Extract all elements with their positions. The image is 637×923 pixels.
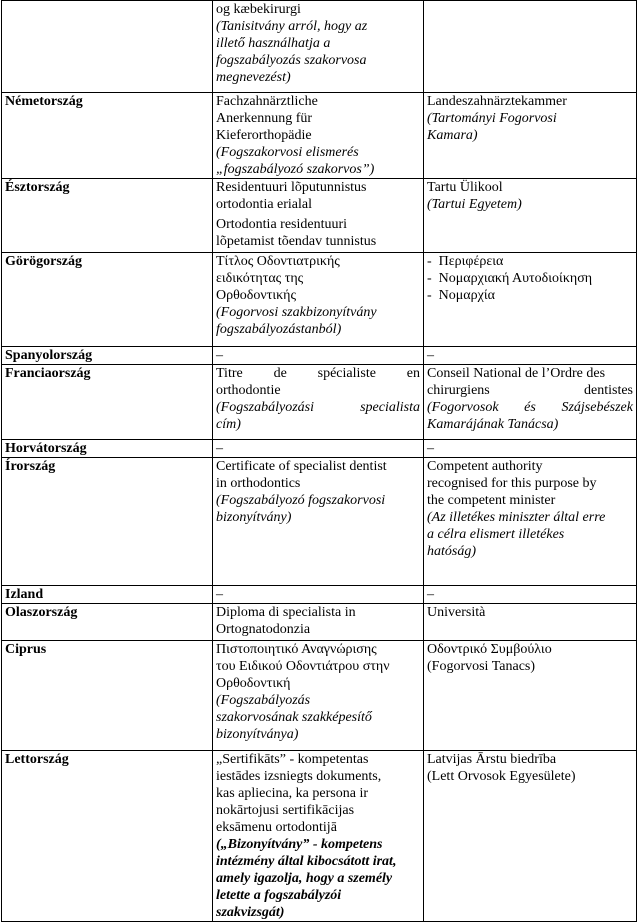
cell-word: de	[273, 366, 287, 381]
table-row	[2, 458, 637, 586]
cell-line: the competent minister	[427, 493, 556, 508]
cell-line: intézmény által kibocsátott irat,	[216, 854, 397, 869]
country-cell: Németország	[2, 93, 213, 179]
cell-word: Szájsebészek	[561, 400, 633, 415]
cell-line: Competent authority	[427, 459, 543, 474]
authority-cell	[424, 641, 637, 751]
table-row	[2, 179, 637, 253]
table-row	[2, 93, 637, 179]
country-cell: Ciprus	[2, 641, 213, 751]
table-row	[2, 1, 637, 93]
cell-line: iestādes izsniegts dokuments,	[216, 769, 382, 784]
cell-word: en	[406, 366, 420, 381]
cell-line: ortodontia erialal	[216, 197, 313, 212]
cell-line: in orthodontics	[216, 476, 301, 491]
country-cell	[2, 1, 213, 93]
country-cell: Görögország	[2, 253, 213, 347]
cell-line: Πιστοποιητικό Αναγνώρισης	[216, 642, 377, 657]
qualification-cell	[213, 179, 424, 253]
country-cell: Olaszország	[2, 604, 213, 641]
country-cell: Izland	[2, 586, 213, 604]
qualification-cell	[213, 458, 424, 586]
authority-list	[427, 253, 633, 304]
cell-line: megnevezést)	[216, 70, 291, 85]
qualification-cell	[213, 586, 424, 604]
cell-line: Kamara)	[427, 128, 478, 143]
cell-word: dentistes	[584, 383, 633, 398]
cell-line: „Sertifikāts” - kompetentas	[216, 752, 369, 767]
qualification-cell	[213, 751, 424, 922]
qualification-cell	[213, 253, 424, 347]
country-cell: Írország	[2, 458, 213, 586]
table-row	[2, 440, 637, 458]
cell-line: letette a fogszabályzói	[216, 888, 342, 903]
cell-line: (Fogszabályozás	[216, 693, 311, 708]
authority-cell	[424, 347, 637, 365]
cell-word: spécialiste	[317, 366, 376, 381]
authority-list-item: - Νομαρχία	[427, 288, 495, 303]
cell-line: Kieferorthopädie	[216, 128, 312, 143]
cell-line: Kamarájának Tanácsa)	[427, 417, 559, 432]
cell-line	[216, 399, 420, 416]
cell-line: Anerkennung für	[216, 111, 313, 126]
cell-line: Ορθοδοντική	[216, 676, 291, 691]
cell-word: (Fogorvosok	[427, 400, 499, 415]
cell-line: Ortognatodonzia	[216, 622, 311, 637]
cell-word: és	[524, 400, 536, 415]
cell-line: og kæbekirurgi	[216, 2, 301, 17]
cell-line: Università	[427, 605, 486, 620]
authority-cell	[424, 1, 637, 93]
cell-line	[216, 365, 420, 382]
cell-line: Οδοντρικό Συμβούλιο	[427, 642, 552, 657]
table-body	[2, 1, 637, 922]
cell-line: lõpetamist tõendav tunnistus	[216, 234, 377, 249]
cell-line: fogszabályozástanból)	[216, 322, 342, 337]
authority-cell	[424, 751, 637, 922]
table-row	[2, 751, 637, 922]
cell-line: (Fogorvosi szakbizonyítvány	[216, 305, 377, 320]
authority-cell	[424, 604, 637, 641]
cell-word: chirurgiens	[427, 383, 490, 398]
qualifications-table	[1, 0, 637, 922]
cell-line: Residentuuri lõputunnistus	[216, 180, 367, 195]
cell-line: „fogszabályozó szakorvos”)	[216, 162, 375, 177]
cell-word: specialista	[360, 400, 420, 415]
cell-line: (Tartományi Fogorvosi	[427, 111, 557, 126]
cell-line: Conseil National de l’Ordre des	[427, 366, 606, 381]
cell-line: (Tartui Egyetem)	[427, 197, 522, 212]
cell-line	[427, 399, 633, 416]
cell-line: –	[427, 348, 434, 363]
cell-line: („Bizonyítvány” - kompetens	[216, 837, 383, 852]
cell-line: fogszabályozás szakorvosa	[216, 53, 367, 68]
country-cell: Horvátország	[2, 440, 213, 458]
cell-line: Certificate of specialist dentist	[216, 459, 387, 474]
authority-list-item: - Περιφέρεια	[427, 254, 504, 269]
table-row	[2, 253, 637, 347]
cell-line: recognised for this purpose by	[427, 476, 597, 491]
cell-line: cím)	[216, 417, 241, 432]
cell-line: (Az illetékes miniszter által erre	[427, 510, 606, 525]
country-cell: Lettország	[2, 751, 213, 922]
authority-list-item: - Νομαρχιακή Αυτοδιοίκηση	[427, 271, 593, 286]
cell-line: Ortodontia residentuuri	[216, 217, 348, 232]
table-row	[2, 347, 637, 365]
cell-line: (Fogszakorvosi elismerés	[216, 145, 359, 160]
country-cell: Franciaország	[2, 365, 213, 440]
cell-line: (Lett Orvosok Egyesülete)	[427, 769, 576, 784]
cell-line: Diploma di specialista in	[216, 605, 356, 620]
cell-line: Latvijas Ārstu biedrība	[427, 752, 557, 767]
authority-cell	[424, 365, 637, 440]
authority-cell	[424, 458, 637, 586]
cell-line: του Ειδικού Οδοντιάτρου στην	[216, 659, 390, 674]
table-row	[2, 365, 637, 440]
qualification-cell	[213, 440, 424, 458]
cell-line: eksāmenu ortodontijā	[216, 820, 337, 835]
cell-line: –	[216, 441, 223, 456]
cell-line: Landeszahnärztekammer	[427, 94, 567, 109]
cell-line: szakvizsgát)	[216, 905, 285, 920]
cell-line: orthodontie	[216, 383, 281, 398]
cell-line: szakorvosának szakképesítő	[216, 710, 372, 725]
authority-cell	[424, 586, 637, 604]
cell-line: illető használhatja a	[216, 36, 331, 51]
qualification-cell	[213, 93, 424, 179]
cell-line: –	[216, 348, 223, 363]
qualification-cell	[213, 604, 424, 641]
qualification-cell	[213, 365, 424, 440]
cell-line: nokārtojusi sertifikācijas	[216, 803, 355, 818]
cell-line: Ορθοδοντικής	[216, 288, 297, 303]
cell-line: –	[216, 587, 223, 602]
country-cell: Spanyolország	[2, 347, 213, 365]
country-cell: Észtország	[2, 179, 213, 253]
table-row	[2, 604, 637, 641]
cell-line: kas apliecina, ka persona ir	[216, 786, 368, 801]
table-row	[2, 586, 637, 604]
cell-line: (Fogszabályozó fogszakorvosi	[216, 493, 386, 508]
qualification-cell	[213, 347, 424, 365]
cell-line	[427, 382, 633, 399]
cell-line: amely igazolja, hogy a személy	[216, 871, 393, 886]
cell-line: –	[427, 441, 434, 456]
cell-line: ειδικότητας της	[216, 271, 304, 286]
authority-cell	[424, 253, 637, 347]
cell-line: Τίτλος Οδοντιατρικής	[216, 254, 340, 269]
cell-line: bizonyítvány)	[216, 510, 292, 525]
cell-line: Fachzahnärztliche	[216, 94, 318, 109]
table-row	[2, 641, 637, 751]
authority-cell	[424, 440, 637, 458]
cell-word: Titre	[216, 366, 243, 381]
qualification-cell	[213, 641, 424, 751]
cell-line: bizonyítványa)	[216, 727, 299, 742]
cell-line: a célra elismert illetékes	[427, 527, 565, 542]
cell-line: (Fogorvosi Tanacs)	[427, 659, 536, 674]
qualification-cell	[213, 1, 424, 93]
cell-line: hatóság)	[427, 544, 476, 559]
cell-line: (Tanisitvány arról, hogy az	[216, 19, 368, 34]
cell-line: Tartu Ülikool	[427, 180, 503, 195]
authority-cell	[424, 93, 637, 179]
cell-word: (Fogszabályozási	[216, 400, 314, 415]
authority-cell	[424, 179, 637, 253]
cell-line: –	[427, 587, 434, 602]
